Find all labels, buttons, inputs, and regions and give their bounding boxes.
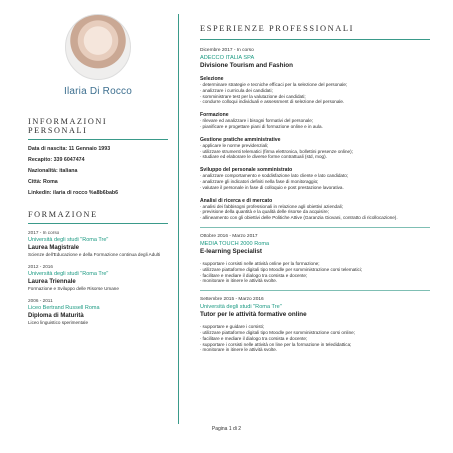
bullet-list (200, 118, 432, 130)
list-item: · supportare i corsisti nelle attività on line per la formazione in teledidattica; (200, 342, 432, 348)
list-item: · supportare e guidare i corsisti; (200, 324, 432, 330)
block-heading: Sviluppo del personale somministrato (200, 167, 293, 174)
edu-institution: Università degli studi "Roma Tre" (28, 237, 109, 243)
list-item: · utilizzare strumenti telematici (firma elettronica, bollettini presenze online); (200, 149, 432, 155)
candidate-name: Ilaria Di Rocco (63, 86, 133, 97)
profile-photo (65, 14, 131, 80)
job-role: Divisione Tourism and Fashion (200, 62, 293, 69)
edu-institution: Liceo Bertrand Russell Roma (28, 305, 100, 311)
bullet-list (200, 143, 432, 160)
edu-description: Scienze dell'Educazione e della Formazione continua degli Adulti (28, 252, 161, 257)
job-company: ADECCO ITALIA SPA (200, 55, 255, 61)
experience-title: ESPERIENZE PROFESSIONALI (200, 24, 355, 33)
info-birthdate: Data di nascita: 11 Gennaio 1993 (28, 146, 111, 152)
list-item: · monitorare in itinere le attività svolte. (200, 278, 432, 284)
job-date: Settembre 2015 - Marzo 2016 (200, 297, 264, 303)
list-item: · analizzare gli indicatori definiti nella fase di monitoraggio; (200, 179, 432, 185)
edu-institution: Università degli studi "Roma Tre" (28, 271, 109, 277)
job-role: Tutor per le attività formative online (200, 311, 307, 319)
block-heading: Formazione (200, 112, 229, 119)
edu-description: Formazione e Sviluppo delle Risorse Umane (28, 286, 119, 291)
section-rule (200, 39, 430, 40)
bullet-list (200, 324, 432, 353)
list-item: · valutare il personale in fase di colloquio e post prestazione lavorativa. (200, 185, 432, 191)
block-heading: Selezione (200, 76, 224, 82)
job-entry (200, 297, 432, 353)
info-city: Città: Roma (28, 179, 58, 185)
edu-date: 2006 - 2011 (28, 298, 53, 303)
education-title: FORMAZIONE (28, 210, 98, 219)
list-item: · supportare i corsisti nelle attività online per la formazione; (200, 261, 432, 267)
info-phone: Recapito: 339 6047474 (28, 157, 85, 163)
personal-info-title: INFORMAZIONI PERSONALI (28, 117, 108, 135)
list-item: · previsione della quantità e la qualità delle risorse da acquisire; (200, 209, 432, 215)
job-separator (200, 290, 430, 291)
job-entry (200, 48, 432, 221)
job-entry (200, 234, 432, 284)
bullet-list (200, 204, 432, 221)
block-heading: Analisi di ricerca e di mercato (200, 197, 273, 204)
bullet-list (200, 261, 432, 284)
edu-degree: Laurea Triennale (28, 279, 76, 285)
edu-degree: Laurea Magistrale (28, 245, 80, 251)
column-divider (178, 14, 179, 424)
section-rule (28, 223, 168, 224)
left-column (28, 14, 168, 326)
list-item: · somministrare test per la valutazione dei candidati; (200, 94, 432, 100)
page-footer: Pagina 1 di 2 (211, 426, 242, 432)
edu-degree: Diploma di Maturità (28, 313, 84, 319)
job-role: E-learning Specialist (200, 247, 262, 255)
info-nationality: Nazionalità: italiana (28, 168, 78, 174)
list-item: · facilitare e mediare il dialogo tra corsista e docente; (200, 336, 432, 342)
job-separator (200, 227, 430, 228)
job-company: MEDIA TOUCH 2000 Roma (200, 240, 270, 247)
education-item (28, 298, 168, 326)
list-item: · condurre colloqui individuali e assessment di selezione del personale. (200, 99, 432, 105)
bullet-list (200, 173, 432, 190)
list-item: · analisi dei fabbisogni professionali in relazione agli obiettivi aziendali; (200, 204, 432, 210)
right-column (200, 24, 432, 353)
list-item: · utilizzare piattaforme digitali tipo Moodle per somministrazione corsi online; (200, 330, 432, 336)
section-rule (28, 139, 168, 140)
info-linkedin: Linkedin: ilaria di rocco %a8b6bab6 (28, 190, 119, 196)
edu-date: 2017 - In corso (28, 230, 60, 235)
education-item (28, 264, 168, 292)
list-item: · utilizzare piattaforme digitali tipo Moodle per somministrazione corsi telematici; (200, 267, 432, 273)
list-item: · applicare le norme previdenziali; (200, 143, 432, 149)
list-item: · facilitare e mediare il dialogo tra corsista e docente; (200, 273, 432, 279)
job-date: Dicembre 2017 - In corso (200, 48, 254, 53)
list-item: · studiare ed elaborare le diverse forme contrattuali (std, mog). (200, 154, 432, 160)
education-item (28, 230, 168, 258)
block-heading: Gestione pratiche amministrative (200, 136, 281, 143)
list-item: · allineamento con gli obiettivi delle Politiche Attive (Garanzia Giovani, contratto di ricollocazione). (200, 215, 432, 221)
edu-date: 2012 - 2016 (28, 264, 54, 269)
list-item: · pianificare e progettare piani di formazione online e in aula. (200, 124, 432, 130)
list-item: · monitorare in itinere le attività svolte. (200, 347, 432, 353)
list-item: · analizzare comportamento e soddisfazione lato cliente e lato candidato; (200, 173, 432, 179)
job-company: Università degli studi "Roma Tre" (200, 304, 282, 311)
edu-description: Liceo linguistico sperimentale (28, 320, 89, 325)
bullet-list (200, 82, 432, 105)
list-item: · analizzare i curricula dei candidati; (200, 88, 432, 94)
list-item: · determinare strategie e tecniche efficaci per la selezione del personale; (200, 82, 432, 88)
job-date: Ottobre 2016 - Marzo 2017 (200, 233, 258, 239)
list-item: · rilevare ed analizzare i bisogni formativi del personale; (200, 118, 432, 124)
